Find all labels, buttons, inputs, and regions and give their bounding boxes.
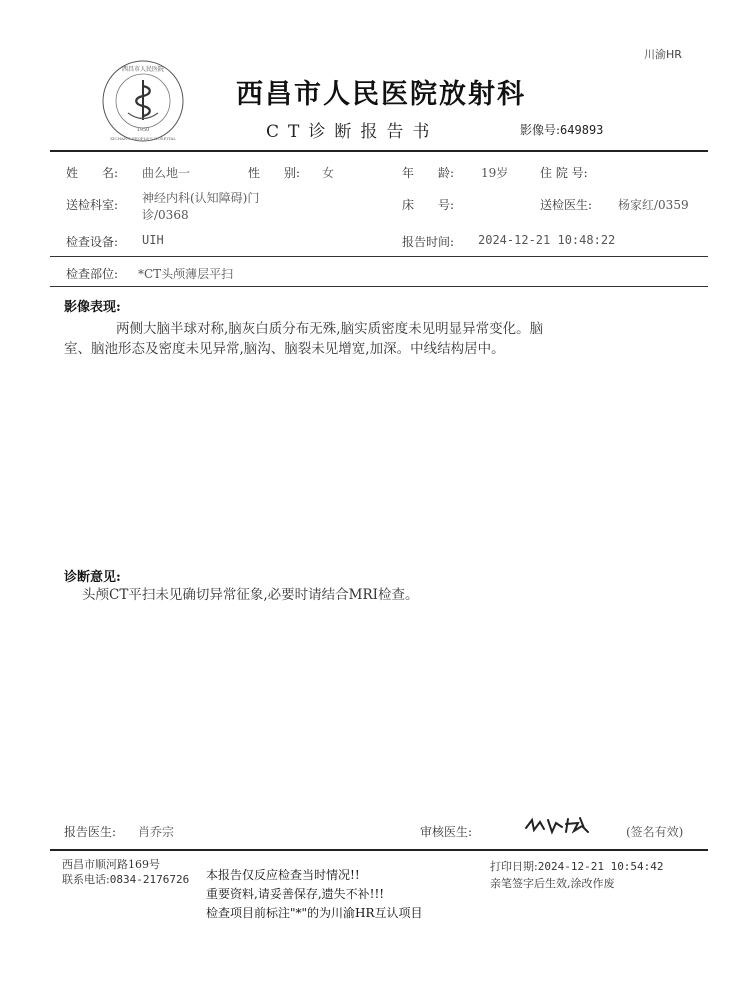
dept-value-line1: 神经内科(认知障碍)门 [142,191,260,205]
age-label: 年 龄: [402,166,455,180]
report-title: 西昌市人民医院放射科 [236,79,526,110]
signature-valid-note: (签名有效) [626,825,684,839]
phone-label: 联系电话: [62,873,110,886]
bed-label: 床 号: [402,198,455,212]
findings-heading: 影像表现: [64,300,121,315]
findings-text [64,319,704,359]
print-date-label: 打印日期: [490,860,538,873]
exam-part-rule [50,286,708,287]
hospital-logo [100,58,186,144]
print-date [490,858,664,874]
inpatient-label: 住 院 号: [540,166,588,180]
exam-part-value: *CT头颅薄层平扫 [138,267,234,281]
name-label: 姓 名: [66,166,119,180]
hospital-address: 西昌市顺河路169号 [62,858,160,871]
device-value: UIH [142,233,164,247]
report-subtitle: CT诊断报告书 [266,122,439,142]
image-number [520,121,603,138]
header-rule [50,150,708,152]
exam-part-label: 检查部位: [66,267,119,281]
findings-line-2: 室、脑池形态及密度未见异常,脑沟、脑裂未见增宽,加深。中线结构居中。 [64,341,505,357]
dept-label: 送检科室: [66,198,119,212]
report-time-value: 2024-12-21 10:48:22 [478,233,616,247]
diagnosis-heading: 诊断意见: [64,570,121,585]
notice-2: 重要资料,请妥善保存,遗失不补!!! [206,887,385,901]
referring-doctor-label: 送检医生: [540,198,593,212]
image-number-value: 649893 [560,123,604,137]
dept-value-line2: 诊/0368 [142,208,189,222]
age-value: 19岁 [481,166,509,180]
diagnosis-text: 头颅CT平扫未见确切异常征象,必要时请结合MRI检查。 [82,587,419,603]
sex-value: 女 [322,166,335,180]
notice-3: 检查项目前标注"*"的为川渝HR互认项目 [206,906,423,920]
referring-doctor-value: 杨家红/0359 [618,198,689,212]
contact-phone [62,871,189,887]
image-number-label: 影像号: [520,123,561,137]
info-rule [50,256,708,257]
phone-value: 0834-2176726 [109,873,190,886]
svg-text:西昌市人民医院: 西昌市人民医院 [121,66,165,73]
findings-line-1: 两侧大脑半球对称,脑灰白质分布无殊,脑实质密度未见明显异常变化。脑 [116,321,544,337]
device-label: 检查设备: [66,235,119,249]
report-time-label: 报告时间: [402,235,455,249]
sex-label: 性 别: [248,166,301,180]
print-date-value: 2024-12-21 10:54:42 [537,860,664,873]
svg-text:XICHANG PEOPLE'S HOSPITAL: XICHANG PEOPLE'S HOSPITAL [110,136,176,141]
name-value: 曲么地一 [142,166,191,180]
svg-text:1950: 1950 [136,127,150,133]
review-doctor-label: 审核医生: [420,825,473,839]
sign-valid-note: 亲笔签字后生效,涂改作废 [490,877,615,890]
dept-value [142,190,259,224]
review-signature [522,814,602,836]
report-doctor-label: 报告医生: [64,825,117,839]
notice-1: 本报告仅反应检查当时情况!! [206,868,360,882]
report-doctor-value: 肖乔宗 [138,825,175,839]
footer-rule [50,849,708,851]
corner-mark: 川渝HR [644,48,682,61]
